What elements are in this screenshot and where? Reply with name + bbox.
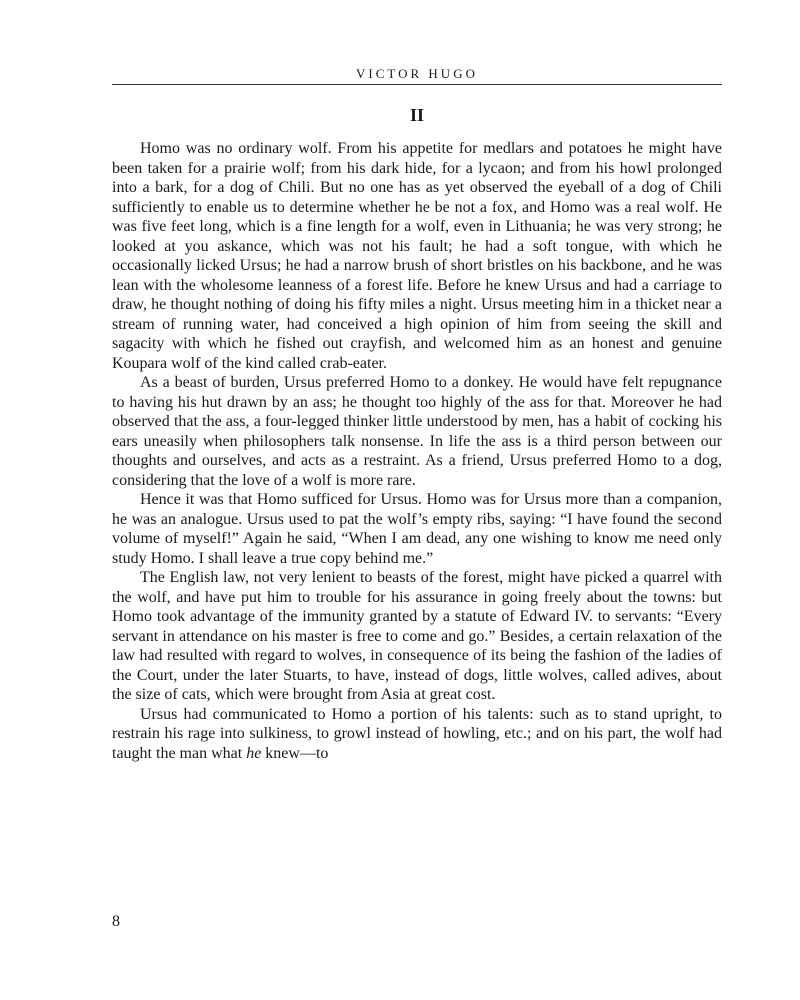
paragraph-1: Homo was no ordinary wolf. From his appetite for medlars and potatoes he might have been taken for a prairie wolf; from his dark hide, for a lycaon; and from his howl prolonged into a bark, for a dog of Chili. But no one has as yet observed the eyeball of a dog of Chili sufficiently to enable us to determine whether he be not a fox, and Homo was a real wolf. He was five feet long, which is a fine length for a wolf, even in Lithuania; he was very strong; he looked at you askance, which was not his fault; he had a soft tongue, with which he occasionally licked Ursus; he had a narrow brush of short bristles on his backbone, and he was lean with the wholesome leanness of a forest life. Before he knew Ursus and had a carriage to draw, he thought nothing of doing his fifty miles a night. Ursus meeting him in a thicket near a stream of running water, had conceived a high opinion of him from seeing the skill and sagacity with which he fished out crayfish, and welcomed him as an honest and genuine Koupara wolf of the kind called crab-eater.	[112, 140, 722, 372]
body-text	[112, 139, 722, 763]
paragraph-2: As a beast of burden, Ursus preferred Homo to a donkey. He would have felt repugnance to having his hut drawn by an ass; he thought too highly of the ass for that. Moreover he had observed that the ass, a four-legged thinker little understood by men, has a habit of cocking his ears uneasily when philosophers talk nonsense. In life the ass is a third person between our thoughts and ourselves, and acts as a restraint. As a friend, Ursus preferred Homo to a dog, considering that the love of a wolf is more rare.	[112, 374, 722, 489]
paragraph-5-text-end: knew—to	[261, 744, 329, 762]
header-rule	[112, 84, 722, 85]
running-head: VICTOR HUGO	[356, 66, 478, 81]
page-number: 8	[112, 913, 120, 930]
chapter-title: II	[409, 105, 424, 125]
paragraph-5-italic-word: he	[246, 744, 262, 762]
paragraph-4: The English law, not very lenient to beasts of the forest, might have picked a quarrel with the wolf, and have put him to trouble for his assurance in going freely about the towns: but Homo took advantage of the immunity granted by a statute of Edward IV. to servants: “Every servant in attendance on his master is free to come and go.” Besides, a certain relaxation of the law had resulted with regard to wolves, in consequence of its being the fashion of the ladies of the Court, under the later Stuarts, to have, instead of dogs, little wolves, called adives, about the size of cats, which were brought from Asia at great cost.	[112, 569, 722, 703]
paragraph-5-text-start: Ursus had communicated to Homo a portion of his talents: such as to stand upright, to restrain his rage into sulkiness, to growl instead of howling, etc.; and on his part, the wolf had taught the man what	[112, 705, 722, 762]
paragraph-3: Hence it was that Homo sufficed for Ursus. Homo was for Ursus more than a companion, he was an analogue. Ursus used to pat the wolf’s empty ribs, saying: “I have found the second volume of myself!” Again he said, “When I am dead, any one wishing to know me need only study Homo. I shall leave a true copy behind me.”	[112, 491, 722, 567]
paragraph-5	[112, 705, 722, 764]
